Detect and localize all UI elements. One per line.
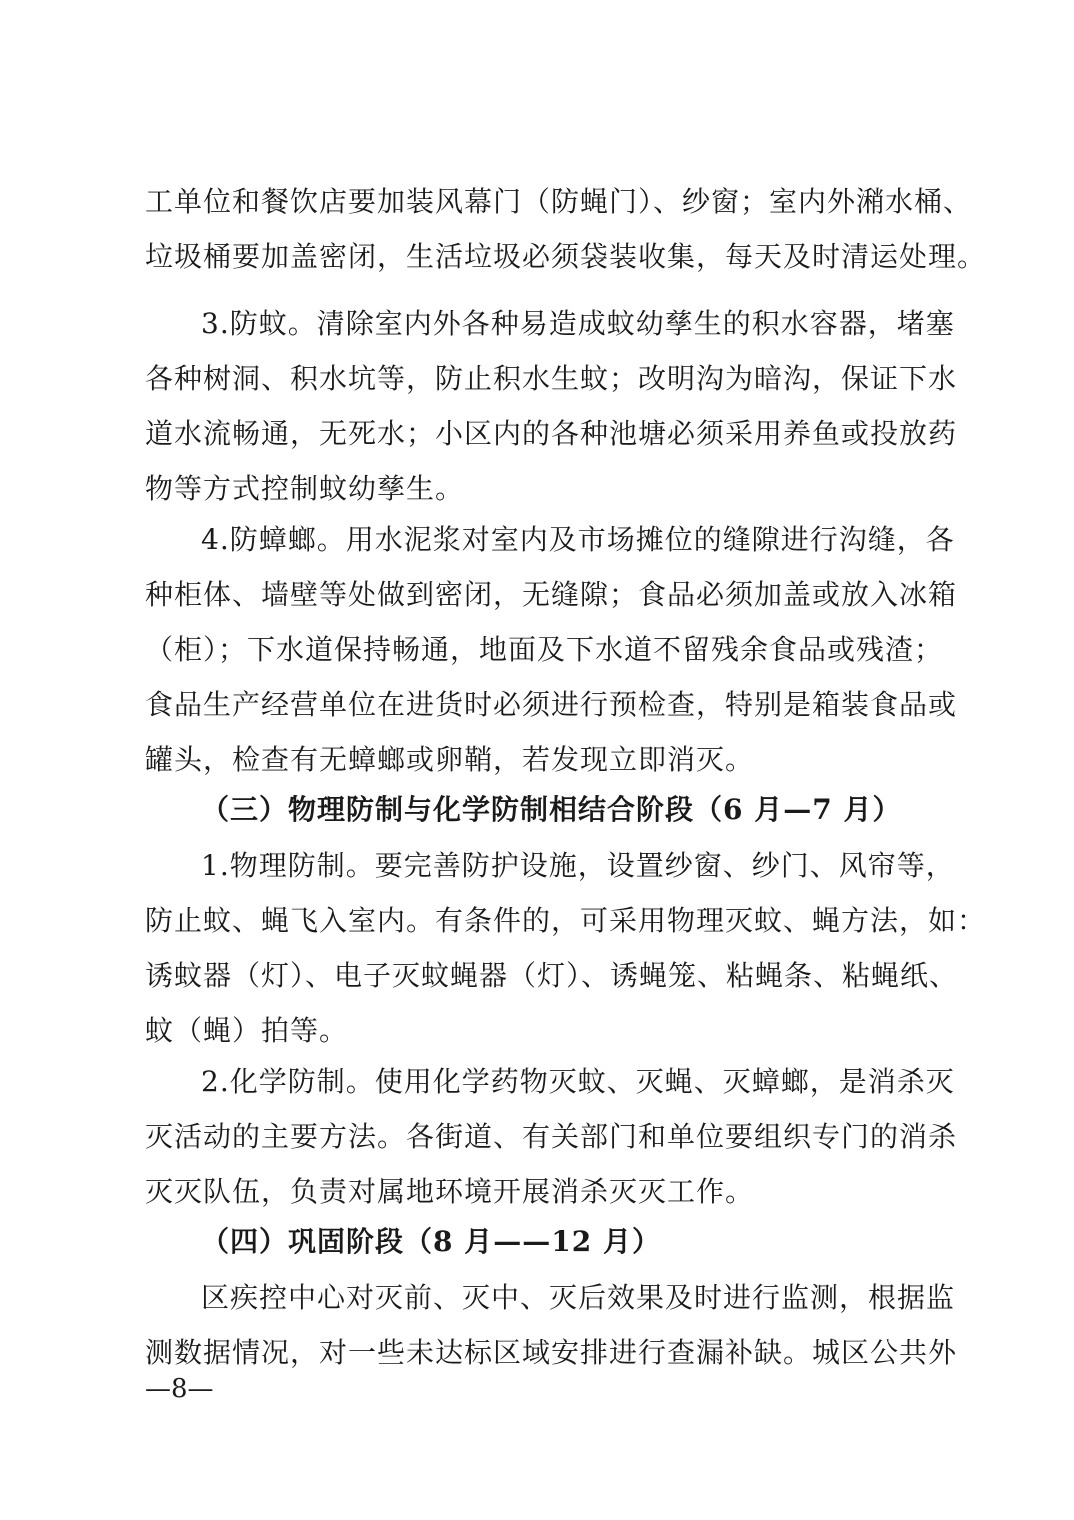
- text-line: （柜）；下水道保持畅通，地面及下水道不留残余食品或残渣；: [145, 633, 944, 666]
- text-line: 工单位和餐饮店要加装风幕门（防蝇门）、纱窗；室内外潲水桶、: [145, 185, 973, 218]
- text-line: 测数据情况，对一些未达标区域安排进行查漏补缺。城区公共外: [145, 1336, 958, 1369]
- text-line: 灭活动的主要方法。各街道、有关部门和单位要组织专门的消杀: [145, 1120, 958, 1153]
- section-heading-stage-three: [145, 782, 945, 837]
- heading-line: （四）巩固阶段（8 月——12 月）: [201, 1225, 661, 1258]
- text-line: 蚊（蝇）拍等。: [145, 1014, 349, 1047]
- text-line: 垃圾桶要加盖密闭，生活垃圾必须袋装收集，每天及时清运处理。: [145, 240, 987, 273]
- paragraph-continued-fly-control: [145, 174, 987, 284]
- text-line: 物等方式控制蚊幼孳生。: [145, 472, 465, 505]
- text-line: 区疾控中心对灭前、灭中、灭后效果及时进行监测，根据监: [201, 1281, 956, 1314]
- heading-line: （三）物理防制与化学防制相结合阶段（6 月—7 月）: [201, 793, 902, 826]
- text-line: 种柜体、墙壁等处做到密闭，无缝隙；食品必须加盖或放入冰箱: [145, 578, 958, 611]
- paragraph-chemical-control: [145, 1054, 958, 1219]
- paragraph-mosquito-control: [145, 296, 958, 516]
- text-line: 2.化学防制。使用化学药物灭蚊、灭蝇、灭蟑螂，是消杀灭: [201, 1065, 955, 1098]
- text-line: 灭灭队伍，负责对属地环境开展消杀灭灭工作。: [145, 1175, 755, 1208]
- paragraph-cockroach-control: [145, 512, 958, 787]
- text-line: 各种树洞、积水坑等，防止积水生蚊；改明沟为暗沟，保证下水: [145, 362, 958, 395]
- section-heading-stage-four: [145, 1214, 945, 1269]
- text-line: 食品生产经营单位在进货时必须进行预检查，特别是箱装食品或: [145, 688, 958, 721]
- text-line: 4.防蟑螂。用水泥浆对室内及市场摊位的缝隙进行沟缝，各: [201, 523, 955, 556]
- paragraph-physical-control: [145, 838, 987, 1058]
- page-number: —8—: [145, 1374, 214, 1404]
- paragraph-consolidation: [145, 1270, 958, 1380]
- text-line: 防止蚊、蝇飞入室内。有条件的，可采用物理灭蚊、蝇方法，如：: [145, 904, 987, 937]
- text-line: 1.物理防制。要完善防护设施，设置纱窗、纱门、风帘等，: [201, 849, 955, 882]
- text-line: 诱蚊器（灯）、电子灭蚊蝇器（灯）、诱蝇笼、粘蝇条、粘蝇纸、: [145, 959, 959, 992]
- text-line: 3.防蚊。清除室内外各种易造成蚊幼孳生的积水容器，堵塞: [201, 307, 955, 340]
- text-line: 罐头，检查有无蟑螂或卵鞘，若发现立即消灭。: [145, 743, 755, 776]
- text-line: 道水流畅通，无死水；小区内的各种池塘必须采用养鱼或投放药: [145, 417, 958, 450]
